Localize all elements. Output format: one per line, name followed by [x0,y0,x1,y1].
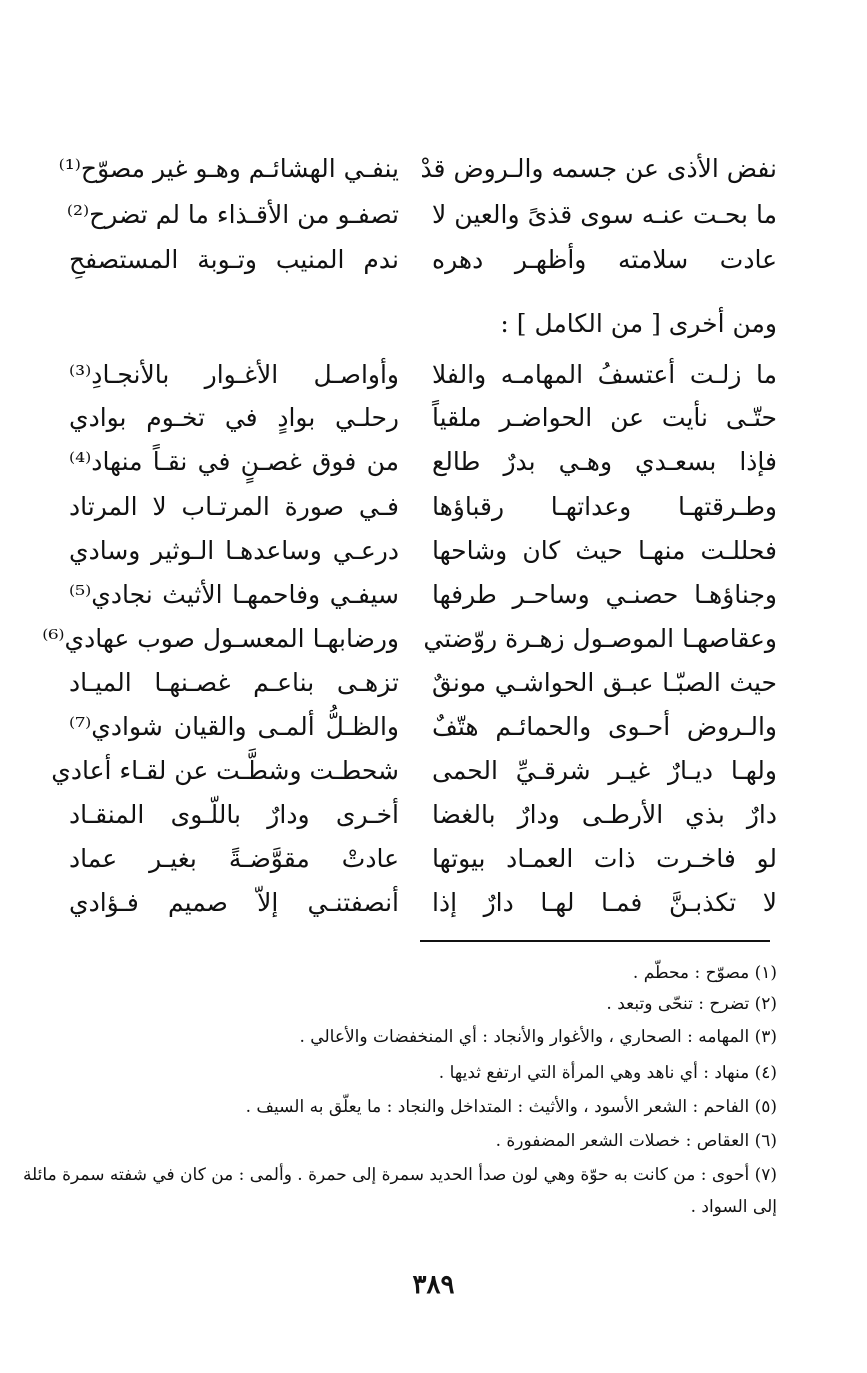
verse-line [0,881,867,925]
verse-second-hemistich: ينفـي الهشائـم وهـو غير مصوّح⁽¹⁾ [58,154,399,183]
verse-first-hemistich: وعقاصهـا الموصـول زهـرة روّضتي [423,624,777,653]
verse-first-hemistich: ولهـا ديـارٌ غيـر شرقـيِّ الحمى [432,756,777,785]
verse-second-hemistich: أنصفتنـي إلاّ صميم فـؤادي [69,888,399,917]
verse-first-hemistich: عادت سلامته وأظهـر دهره [432,245,777,274]
verse-line [0,396,867,440]
verse-line [0,705,867,749]
page-number: ٣٨٩ [412,1270,455,1300]
verse-first-hemistich: حتّـى نأيت عن الحواضـر ملقياً [432,403,777,432]
footnote: (٤) منهاد : أي ناهد وهي المرأة التي ارتفع ثديها . [438,1063,777,1083]
verse-second-hemistich: تزهـى بناعـم غصـنهـا الميـاد [69,668,399,697]
verse-second-hemistich: فـي صورة المرتـاب لا المرتاد [69,492,399,521]
verse-line [0,837,867,881]
verse-second-hemistich: رحلـي بوادٍ في تخـوم بوادي [69,403,399,432]
footnote-continuation: إلى السواد . [690,1197,777,1217]
verse-first-hemistich: فإذا بسعـدي وهـي بدرٌ طالع [432,447,777,476]
verse-line [0,661,867,705]
verse-line [0,353,867,397]
verse-second-hemistich: تصفـو من الأقـذاء ما لم تضرح⁽²⁾ [66,200,399,229]
verse-line [0,485,867,529]
verse-line [0,749,867,793]
verse-second-hemistich: والظـلُّ ألمـى والقيان شوادي⁽⁷⁾ [69,712,399,741]
verse-first-hemistich: ما بحـت عنـه سوى قذىً والعين لا [432,200,777,229]
verse-first-hemistich: لو فاخـرت ذات العمـاد بيوتها [432,844,777,873]
poem-heading: ومن أخرى [ من الكامل ] : [500,309,777,338]
verse-first-hemistich: حيث الصبّـا عبـق الحواشـي مونقٌ [432,668,777,697]
verse-first-hemistich: نفض الأذى عن جسمه والـروض قدْ [420,154,777,183]
verse-line [0,147,867,191]
footnote: (٥) الفاحم : الشعر الأسود ، والأثيث : المتداخل والنجاد : ما يعلّق به السيف . [245,1097,777,1117]
verse-second-hemistich: ورضابهـا المعسـول صوب عهادي⁽⁶⁾ [42,624,399,653]
footnote: (٢) تضرح : تنحّى وتبعد . [606,994,777,1014]
verse-first-hemistich: وطـرقتهـا وعداتهـا رقباؤها [432,492,777,521]
footnote: (٣) المهامه : الصحاري ، والأغوار والأنجاد : أي المنخفضات والأعالي . [299,1027,777,1047]
verse-line [0,529,867,573]
verse-first-hemistich: ما زلـت أعتسفُ المهامـه والفلا [432,360,777,389]
verse-second-hemistich: أخـرى ودارٌ باللّـوى المنقـاد [69,800,399,829]
verse-line [0,193,867,237]
footnote: (١) مصوّح : محطّم . [632,963,777,983]
verse-second-hemistich: درعـي وساعدهـا الـوثير وسادي [69,536,399,565]
verse-second-hemistich: شحطـت وشطَّـت عن لقـاء أعادي [51,756,399,785]
verse-line [0,573,867,617]
verse-line [0,617,867,661]
verse-line [0,793,867,837]
footnote-divider [420,940,770,942]
verse-first-hemistich: دارٌ بذي الأرطـى ودارٌ بالغضا [432,800,777,829]
verse-second-hemistich: وأواصـل الأغـوار بالأنجـادِ⁽³⁾ [69,360,399,389]
verse-second-hemistich: عادتْ مقوَّضـةً بغيـر عماد [69,844,399,873]
verse-second-hemistich: ندم المنيب وتـوبة المستصفحِ [69,245,399,274]
verse-second-hemistich: من فوق غصـنٍ في نقـاً منهاد⁽⁴⁾ [69,447,399,476]
footnote: (٧) أحوى : من كانت به حوّة وهي لون صدأ الحديد سمرة إلى حمرة . وألمى : من كان في شفته سمرة مائلة [22,1165,777,1185]
verse-first-hemistich: وجناؤهـا حصنـي وساحـر طرفها [432,580,777,609]
verse-second-hemistich: سيفـي وفاحمهـا الأثيث نجادي⁽⁵⁾ [69,580,399,609]
verse-first-hemistich: والـروض أحـوى والحمائـم هتّفٌ [432,712,777,741]
verse-first-hemistich: فحللـت منهـا حيث كان وشاحها [432,536,777,565]
verse-line [0,238,867,282]
verse-first-hemistich: لا تكذبـنَّ فمـا لهـا دارٌ إذا [432,888,777,917]
footnote: (٦) العقاص : خصلات الشعر المضفورة . [495,1131,777,1151]
verse-line [0,440,867,484]
